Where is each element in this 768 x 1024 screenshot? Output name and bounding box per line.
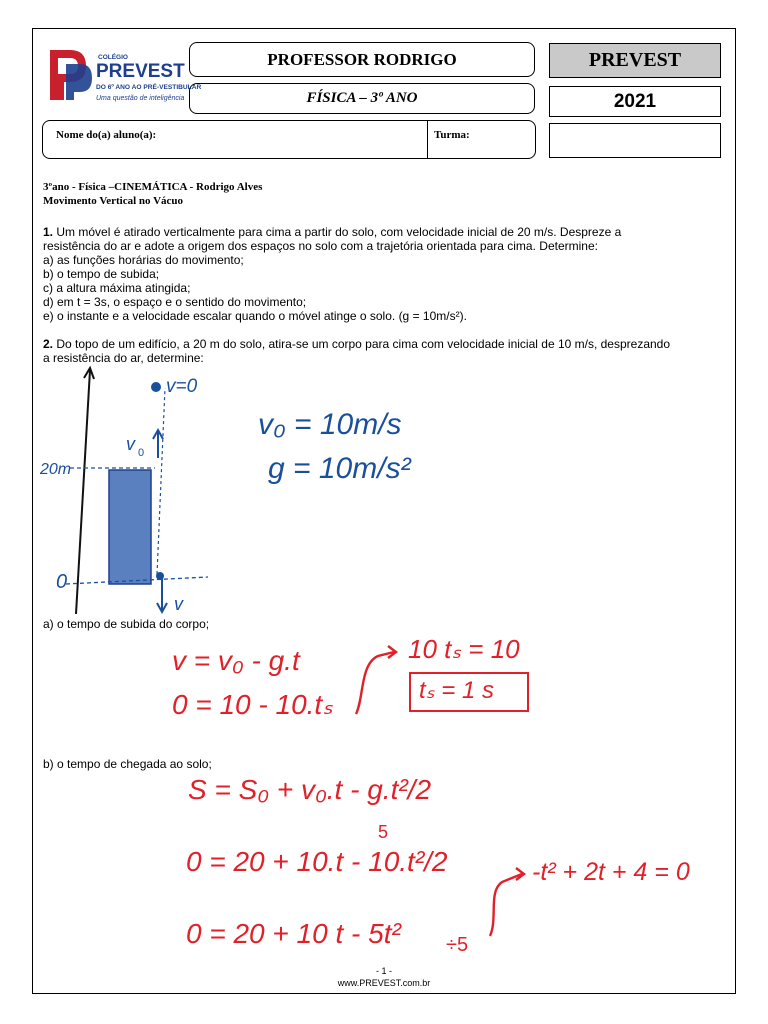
- q1-number: 1.: [43, 225, 54, 239]
- year: 2021: [613, 91, 657, 112]
- q2-text2: a resistência do ar, determine:: [43, 351, 204, 365]
- logo-slogan: Uma questão de inteligência: [96, 95, 185, 102]
- teacher-name: PROFESSOR RODRIGO: [267, 50, 457, 69]
- logo-tagline: DO 6º ANO AO PRÉ-VESTIBULAR: [96, 84, 202, 91]
- class-label: Turma:: [434, 129, 470, 141]
- label-v-down: v: [174, 594, 183, 614]
- intro-line1: 3ºano - Física –CINEMÁTICA - Rodrigo Alves: [43, 181, 263, 193]
- logo-brand: PREVEST: [96, 61, 185, 82]
- b-arrow: [476, 862, 536, 942]
- footer-url[interactable]: www.PREVEST.com.br: [337, 978, 431, 988]
- b-eq3: 0 = 20 + 10 t - 5t²: [186, 918, 401, 949]
- q1-text1: Um móvel é atirado verticalmente para cima a partir do solo, com velocidade inicial de 20 m/s. Despreze a: [56, 225, 622, 239]
- q2-number: 2.: [43, 337, 54, 351]
- a-result-box: [409, 672, 529, 712]
- b-res: -t² + 2t + 4 = 0: [532, 858, 690, 886]
- school-name: PREVEST: [588, 49, 682, 71]
- q2-line1: [43, 337, 670, 351]
- a-arrow: [348, 640, 408, 720]
- label-v-zero: v=0: [166, 376, 198, 397]
- subject-title: FÍSICA – 3º ANO: [306, 90, 418, 106]
- class-input-box[interactable]: [549, 123, 721, 158]
- school-box: [549, 43, 721, 78]
- axis-line: [76, 370, 90, 614]
- page-number: - 1 -: [375, 966, 392, 976]
- a-res1: 10 tₛ = 10: [408, 634, 520, 664]
- given-v0: v₀ = 10m/s: [258, 408, 402, 441]
- label-20m: 20m: [40, 461, 72, 478]
- year-box: [549, 86, 721, 117]
- label-v0: v: [126, 434, 135, 454]
- q1-item-a: a) as funções horárias do movimento;: [43, 253, 244, 267]
- q2-item-a: a) o tempo de subida do corpo;: [43, 617, 210, 631]
- q1-item-c: c) a altura máxima atingida;: [43, 281, 191, 295]
- q1-item-b: b) o tempo de subida;: [43, 267, 160, 281]
- q1-item-d: d) em t = 3s, o espaço e o sentido do movimento;: [43, 295, 307, 309]
- q1-text2: resistência do ar e adote a origem dos espaços no solo com a trajetória orientada para cima. Determine:: [43, 239, 598, 253]
- building-diagram: [40, 362, 240, 620]
- building-rect: [109, 470, 151, 584]
- divider: [427, 121, 428, 158]
- top-point: [151, 382, 161, 392]
- a-res2: tₛ = 1 s: [419, 677, 494, 704]
- intro-line2: Movimento Vertical no Vácuo: [43, 195, 184, 207]
- subject-box: [189, 83, 535, 114]
- b-five: 5: [378, 822, 389, 842]
- school-logo: [46, 44, 202, 114]
- logo-small-label: COLÉGIO: [98, 54, 128, 61]
- q2-item-b: b) o tempo de chegada ao solo;: [43, 757, 212, 771]
- student-box: [42, 120, 536, 159]
- label-zero: 0: [56, 571, 68, 593]
- student-label: Nome do(a) aluno(a):: [56, 129, 157, 141]
- q1-item-e: e) o instante e a velocidade escalar quando o móvel atinge o solo. (g = 10m/s²).: [43, 309, 467, 323]
- given-g: g = 10m/s²: [268, 452, 411, 485]
- a-eq1: v = v₀ - g.t: [172, 645, 300, 676]
- b-eq2: 0 = 20 + 10.t - 10.t²/2: [186, 846, 448, 877]
- q1-line1: [43, 225, 723, 239]
- q2-text1: Do topo de um edifício, a 20 m do solo, atira-se um corpo para cima com velocidade inicial de 10 m/s, desprezando: [56, 337, 671, 351]
- b-div: ÷5: [446, 934, 469, 956]
- trajectory-line: [157, 388, 165, 574]
- label-v0-sub: 0: [138, 447, 145, 459]
- teacher-box: [189, 42, 535, 77]
- b-eq1: S = S₀ + v₀.t - g.t²/2: [188, 774, 432, 805]
- a-eq2: 0 = 10 - 10.tₛ: [172, 689, 333, 720]
